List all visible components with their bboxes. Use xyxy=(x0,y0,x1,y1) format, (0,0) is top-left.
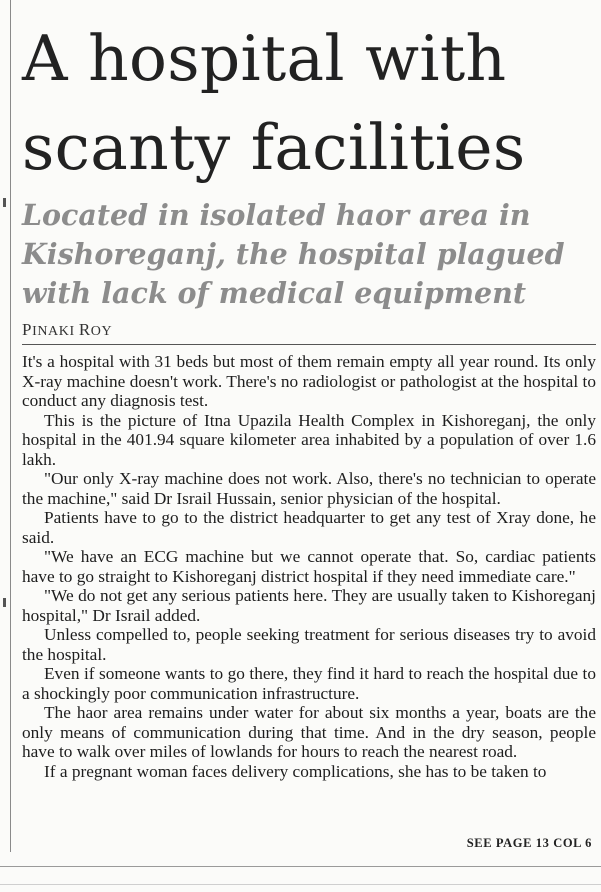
paragraph: This is the picture of Itna Upazila Health Complex in Kishoreganj, the only hospital in the 401.94 square kilometer area inhabited by a population of over 1.6 lakh. xyxy=(22,410,596,469)
column-rule xyxy=(10,0,11,852)
byline-text: INAKI xyxy=(32,324,75,339)
byline-rule xyxy=(22,344,596,345)
paragraph: The haor area remains under water for about six months a year, boats are the only means of communication during that time. And in the dry season, people have to walk over miles of lowlands for hours to reach the nearest road. xyxy=(22,703,596,761)
paragraph: If a pregnant woman faces delivery complications, she has to be taken to xyxy=(44,761,547,781)
margin-mark xyxy=(3,598,6,607)
paragraph: Even if someone wants to go there, they find it hard to reach the hospital due to a shockingly poor communication infrastructure. xyxy=(22,664,596,703)
paragraph: Unless compelled to, people seeking treatment for serious diseases try to avoid the hospital. xyxy=(22,625,596,664)
headline-line-1: A hospital with xyxy=(22,22,507,95)
paragraph: "We do not get any serious patients here. They are usually taken to Kishoreganj hospital," Dr Israil added. xyxy=(22,586,596,625)
byline-initial: P xyxy=(22,320,33,339)
paragraph: Patients have to go to the district headquarter to get any test of Xray done, he said. xyxy=(22,508,596,547)
paragraph: "Our only X-ray machine does not work. Also, there's no technician to operate the machine," said Dr Israil Hussain, senior physician of the hospital. xyxy=(22,469,596,508)
byline-initial: R xyxy=(78,320,91,339)
headline xyxy=(22,14,596,192)
byline-text: OY xyxy=(90,324,113,339)
headline-line-2: scanty facilities xyxy=(22,111,526,184)
subheadline: Located in isolated haor area in Kishoreganj, the hospital plagued with lack of medical equipment xyxy=(22,198,565,310)
page-divider xyxy=(0,884,601,885)
paragraph: It's a hospital with 31 beds but most of them remain empty all year round. Its only X-ray machine doesn't work. There's no radiologist or pathologist at the hospital to conduct any diagnosis test. xyxy=(22,352,596,410)
paragraph: "We have an ECG machine but we cannot operate that. So, cardiac patients have to go straight to Kishoreganj district hospital if they need immediate care." xyxy=(22,547,596,586)
byline xyxy=(22,320,596,340)
margin-mark xyxy=(3,198,6,207)
page-divider xyxy=(0,866,601,867)
continuation-link[interactable]: SEE PAGE 13 COL 6 xyxy=(466,836,592,850)
article-body xyxy=(22,352,596,781)
